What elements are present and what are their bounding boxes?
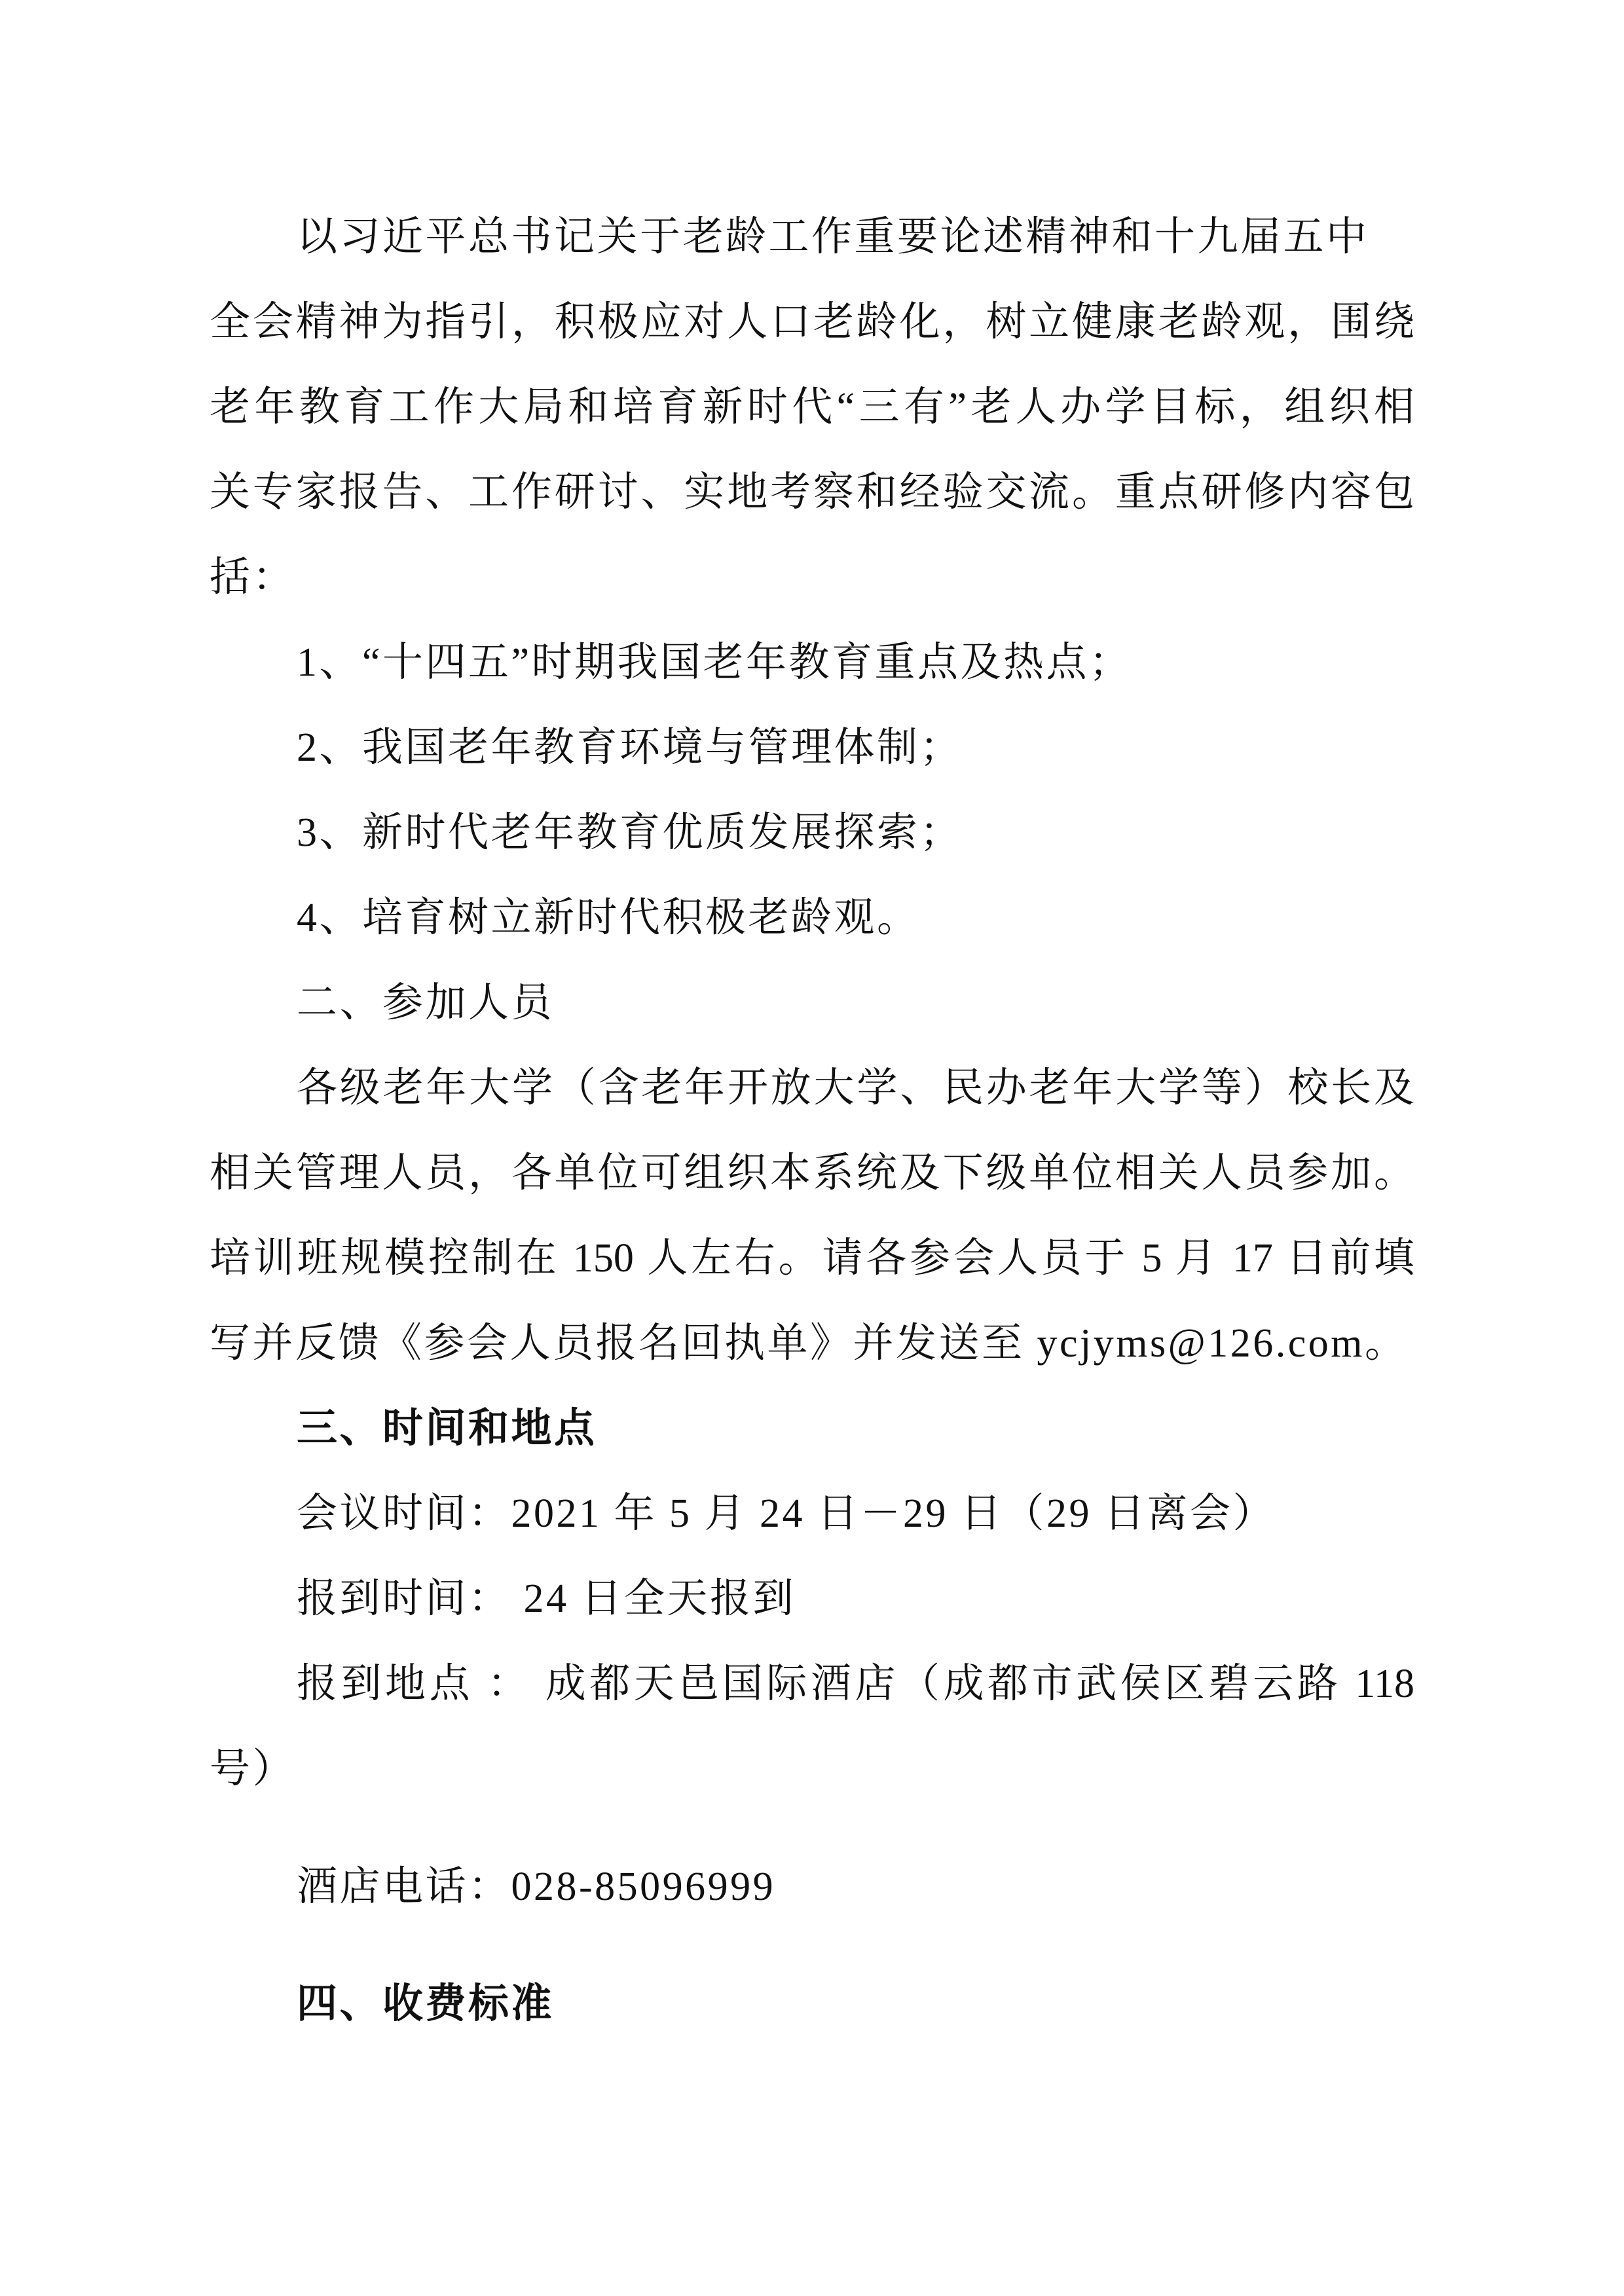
- checkin-location-line: 报到地点 ： 成都天邑国际酒店（成都市武侯区碧云路 118: [297, 1662, 1414, 1706]
- meeting-time: 会议时间：2021 年 5 月 24 日－29 日（29 日离会）: [297, 1491, 1276, 1536]
- participants-paragraph-line: 培训班规模控制在 150 人左右。请各参会人员于 5 月 17 日前填: [210, 1236, 1414, 1281]
- checkin-location-line: 号）: [210, 1747, 296, 1791]
- intro-paragraph-line: 全会精神为指引，积极应对人口老龄化，树立健康老龄观，围绕: [210, 300, 1414, 344]
- section-heading: 三、时间和地点: [297, 1406, 597, 1451]
- section-heading: 二、参加人员: [297, 981, 555, 1025]
- intro-paragraph-line: 关专家报告、工作研讨、实地考察和经验交流。重点研修内容包: [210, 470, 1414, 515]
- topic-item: 1、“十四五”时期我国老年教育重点及热点；: [297, 640, 1132, 685]
- participants-paragraph-line: 相关管理人员，各单位可组织本系统及下级单位相关人员参加。: [210, 1151, 1414, 1195]
- participants-paragraph-line: 各级老年大学（含老年开放大学、民办老年大学等）校长及: [297, 1066, 1414, 1110]
- intro-paragraph-line: 老年教育工作大局和培育新时代“三有”老人办学目标，组织相: [210, 385, 1414, 429]
- topic-item: 4、培育树立新时代积极老龄观。: [297, 896, 920, 940]
- hotel-phone: 酒店电话：028-85096999: [297, 1865, 776, 1909]
- section-heading: 四、收费标准: [297, 1982, 555, 2026]
- checkin-time: 报到时间： 24 日全天报到: [297, 1576, 796, 1621]
- intro-paragraph-line: 以习近平总书记关于老龄工作重要论述精神和十九届五中: [297, 215, 1369, 259]
- topic-item: 2、我国老年教育环境与管理体制；: [297, 725, 963, 770]
- topic-item: 3、新时代老年教育优质发展探索；: [297, 811, 963, 855]
- participants-paragraph-line: 写并反馈《参会人员报名回执单》并发送至 ycjyms@126.com。: [210, 1321, 1408, 1366]
- intro-paragraph-line: 括：: [210, 555, 296, 600]
